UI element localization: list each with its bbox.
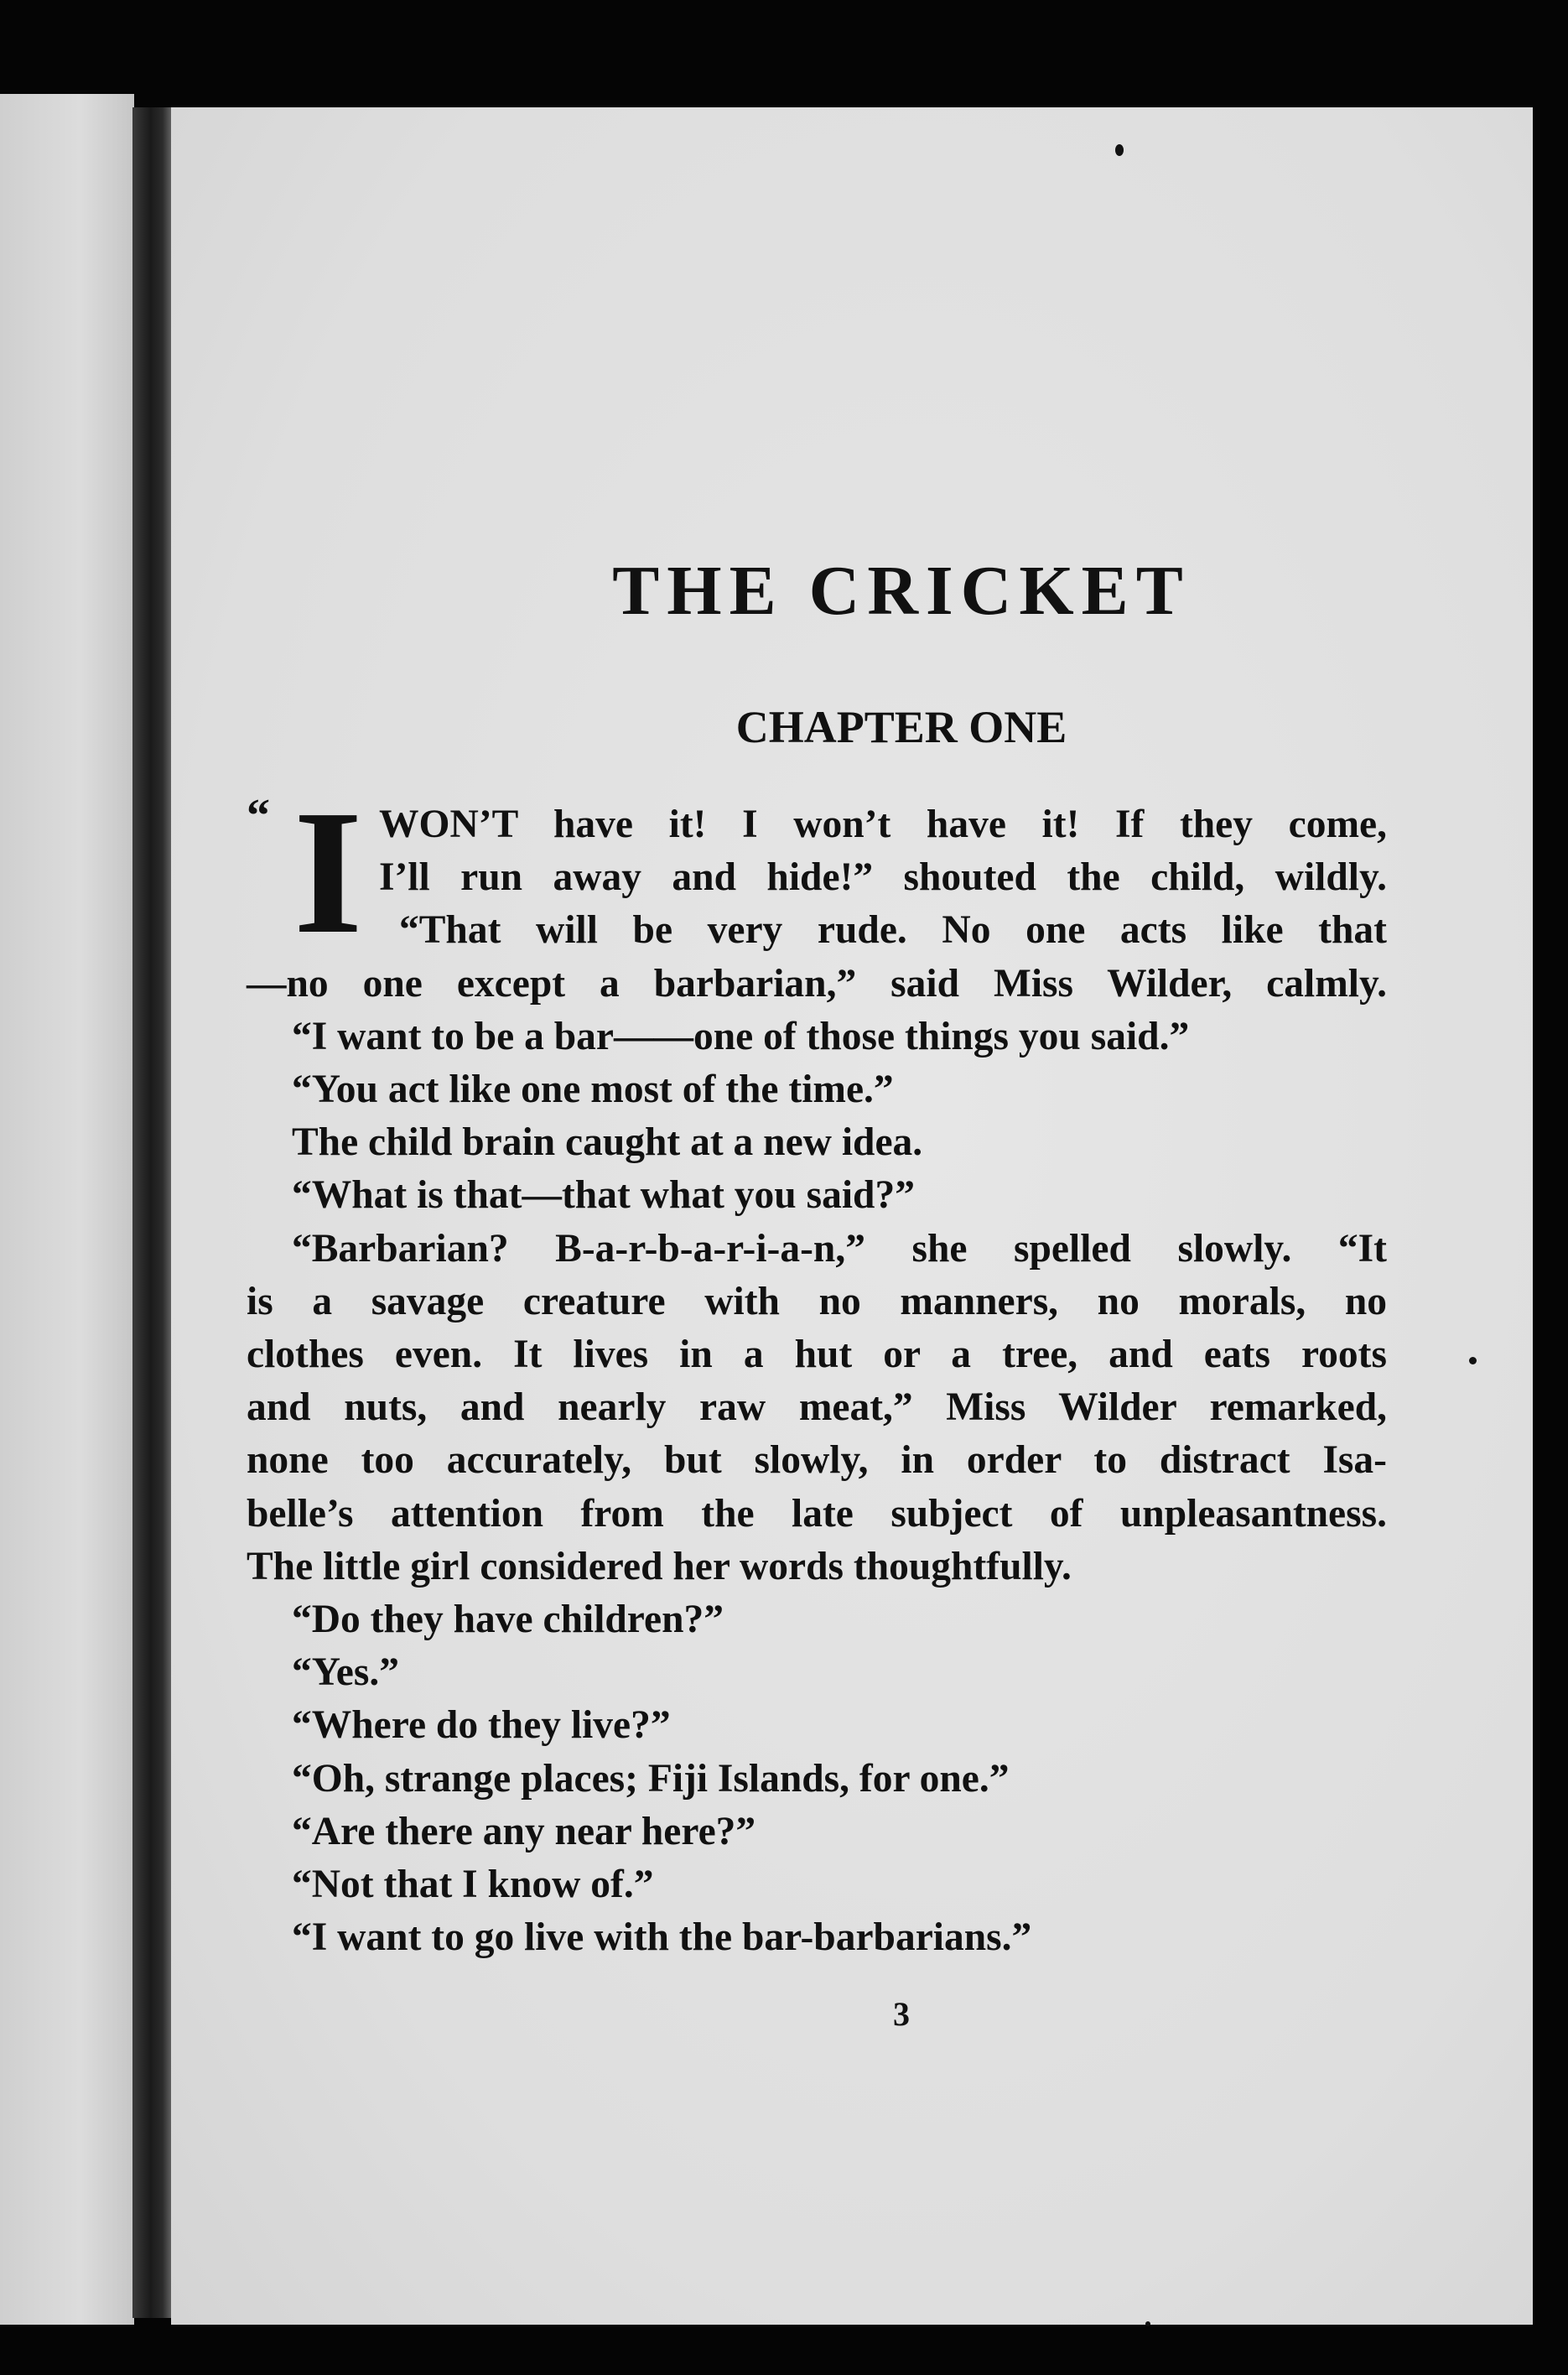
book-spine bbox=[132, 107, 173, 2318]
text-line: WON’T have it! I won’t have it! If they come, bbox=[379, 803, 1387, 846]
text-line: “That will be very rude. No one acts like that bbox=[399, 908, 1387, 953]
text-line: is a savage creature with no manners, no morals, no bbox=[247, 1279, 1387, 1323]
opening-quote-mark: “ bbox=[247, 790, 270, 842]
text-line: “Oh, strange places; Fiji Islands, for one.” bbox=[292, 1756, 1010, 1801]
opening-paragraph bbox=[247, 773, 1387, 970]
text-line: “Yes.” bbox=[292, 1650, 399, 1695]
text-line: “I want to go live with the bar-barbarians.” bbox=[292, 1915, 1032, 1960]
text-line: “Not that I know of.” bbox=[292, 1863, 654, 1907]
page-number: 3 bbox=[893, 1995, 910, 2033]
text-line: clothes even. It lives in a hut or a tree, and eats roots bbox=[247, 1333, 1387, 1377]
book-page bbox=[171, 107, 1533, 2325]
left-page-edge bbox=[0, 94, 134, 2325]
text-line: “Are there any near here?” bbox=[292, 1809, 756, 1853]
ink-speck bbox=[1145, 2321, 1150, 2326]
text-line: “What is that—that what you said?” bbox=[292, 1173, 915, 1218]
text-line: “Barbarian? B-a-r-b-a-r-i-a-n,” she spelled slowly. “It bbox=[292, 1226, 1387, 1271]
text-line: “Do they have children?” bbox=[292, 1598, 724, 1642]
text-line: none too accurately, but slowly, in order to distract Isa- bbox=[247, 1438, 1387, 1483]
text-line: “I want to be a bar——one of those things you said.” bbox=[292, 1014, 1190, 1058]
body-text bbox=[247, 773, 1387, 1964]
text-line: —no one except a barbarian,” said Miss Wilder, calmly. bbox=[247, 961, 1387, 1006]
text-line: The little girl considered her words thoughtfully. bbox=[247, 1544, 1072, 1588]
text-line: “Where do they live?” bbox=[292, 1703, 671, 1748]
text-line: belle’s attention from the late subject of unpleasantness. bbox=[247, 1491, 1387, 1536]
text-line: and nuts, and nearly raw meat,” Miss Wilder remarked, bbox=[247, 1385, 1387, 1430]
text-line: I’ll run away and hide!” shouted the child, wildly. bbox=[379, 855, 1387, 900]
drop-cap-lines bbox=[379, 798, 1387, 958]
chapter-heading: CHAPTER ONE bbox=[735, 702, 1067, 752]
text-line: The child brain caught at a new idea. bbox=[292, 1120, 923, 1165]
text-line: “You act like one most of the time.” bbox=[292, 1068, 894, 1111]
ink-speck bbox=[1115, 144, 1124, 156]
book-title: THE CRICKET bbox=[612, 552, 1191, 630]
drop-cap: I bbox=[293, 773, 363, 970]
ink-speck bbox=[1469, 1357, 1477, 1364]
